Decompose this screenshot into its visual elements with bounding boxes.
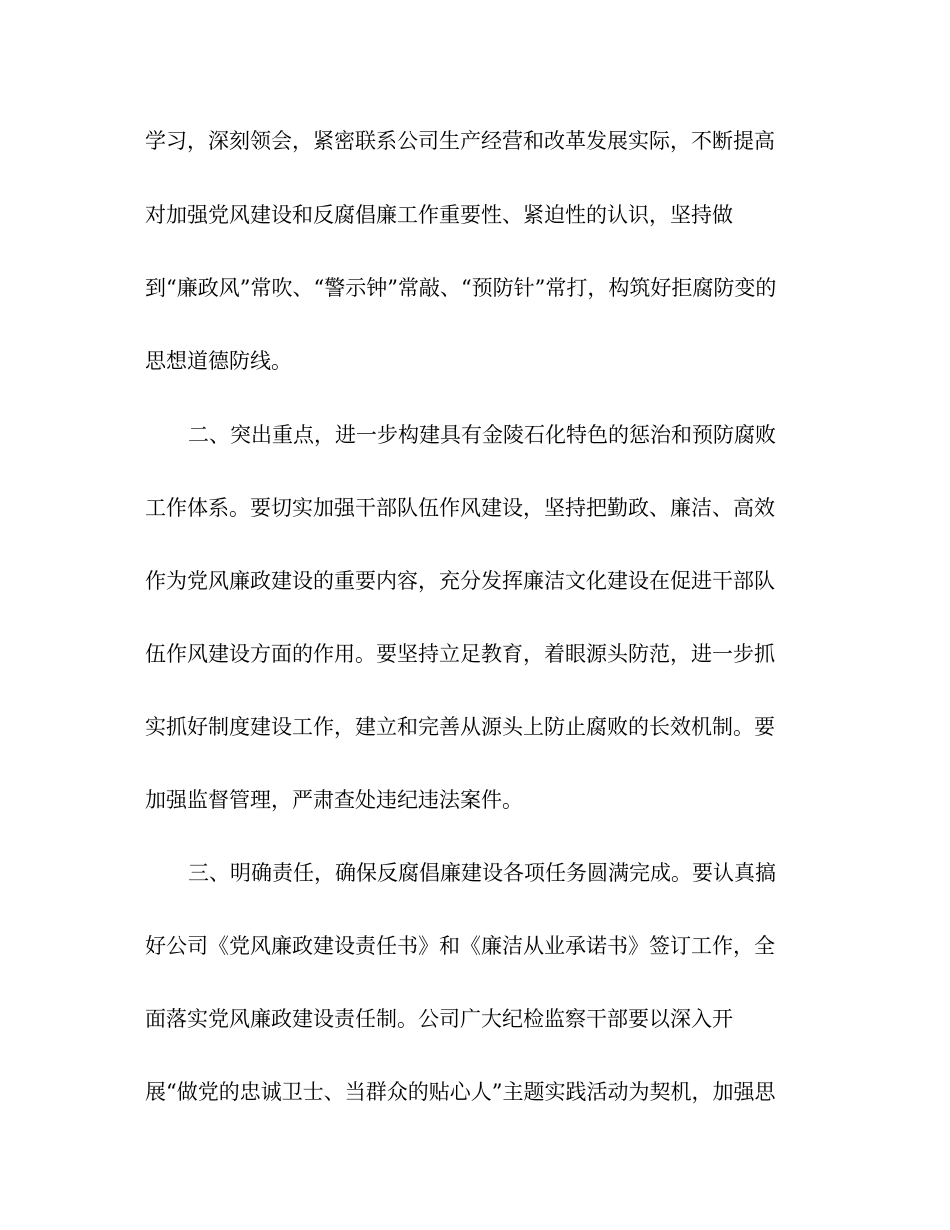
text-line: 作为党风廉政建设的重要内容，充分发挥廉洁文化建设在促进干部队 — [145, 569, 775, 593]
paragraph-start-line: 三、明确责任，确保反腐倡廉建设各项任务圆满完成。要认真搞 — [188, 861, 776, 885]
text-line: 实抓好制度建设工作，建立和完善从源头上防止腐败的长效机制。要 — [145, 715, 775, 739]
text-line: 思想道德防线。 — [145, 349, 292, 373]
text-line: 到“廉政风”常吹、“警示钟”常敲、“预防针”常打，构筑好拒腐防变的 — [145, 276, 777, 300]
text-line: 展“做党的忠诚卫士、当群众的贴心人”主题实践活动为契机，加强思 — [145, 1080, 776, 1104]
paragraph-start-line: 二、突出重点，进一步构建具有金陵石化特色的惩治和预防腐败 — [188, 423, 776, 447]
text-line: 面落实党风廉政建设责任制。公司广大纪检监察干部要以深入开 — [145, 1007, 733, 1031]
text-line: 加强监督管理，严肃查处违纪违法案件。 — [145, 788, 523, 812]
text-line: 好公司《党风廉政建设责任书》和《廉洁从业承诺书》签订工作，全 — [145, 934, 775, 958]
text-line: 学习，深刻领会，紧密联系公司生产经营和改革发展实际，不断提高 — [145, 129, 775, 153]
text-line: 对加强党风建设和反腐倡廉工作重要性、紧迫性的认识，坚持做 — [145, 203, 733, 227]
text-line: 工作体系。要切实加强干部队伍作风建设，坚持把勤政、廉洁、高效 — [145, 496, 775, 520]
text-line: 伍作风建设方面的作用。要坚持立足教育，着眼源头防范，进一步抓 — [145, 642, 775, 666]
